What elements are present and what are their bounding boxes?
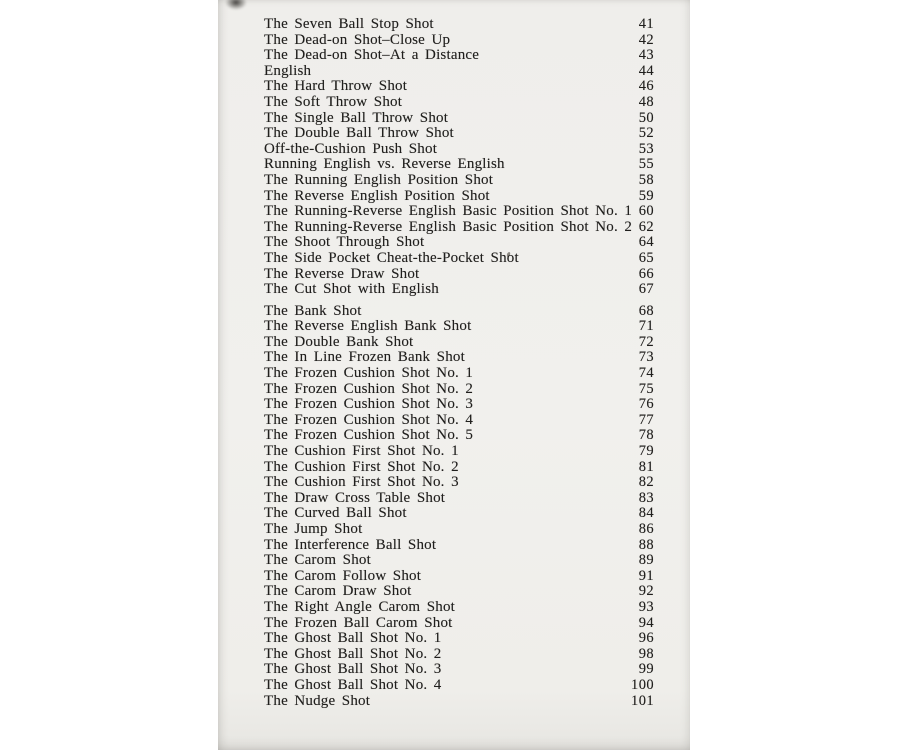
toc-row (264, 17, 654, 33)
toc-entry-page-number: 73 (638, 349, 654, 366)
toc-entry-page-number: 48 (638, 93, 654, 110)
toc-entry-page-number: 72 (638, 333, 654, 350)
toc-entry-page-number: 60 (638, 203, 654, 220)
toc-row (264, 600, 654, 616)
toc-entry-title: The Carom Shot (264, 552, 371, 569)
toc-row (264, 319, 654, 335)
toc-entry-title: The Cushion First Shot No. 3 (264, 474, 459, 491)
toc-entry-title: The Dead-on Shot–Close Up (264, 31, 451, 48)
toc-entry-title: The In Line Frozen Bank Shot (264, 349, 465, 366)
toc-entry-title: The Soft Throw Shot (264, 93, 403, 110)
toc-entry-title: The Ghost Ball Shot No. 4 (264, 676, 442, 693)
toc-entry-page-number: 94 (638, 614, 654, 631)
toc-entry-title: The Frozen Cushion Shot No. 2 (264, 380, 474, 397)
toc-entry-title: The Ghost Ball Shot No. 3 (264, 661, 442, 678)
toc-row (264, 475, 654, 491)
toc-entry-title: Off-the-Cushion Push Shot (264, 140, 438, 157)
toc-entry-title: The Running-Reverse English Basic Position Shot No. 1 (264, 203, 633, 220)
toc-entry-page-number: 64 (638, 234, 654, 251)
toc-entry-page-number: 52 (638, 125, 654, 142)
toc-entry-title: The Single Ball Throw Shot (264, 109, 449, 126)
toc-entry-title: The Jump Shot (264, 521, 363, 537)
toc-entry-page-number: 50 (638, 109, 654, 126)
toc-entry-page-number: 65 (638, 249, 654, 266)
toc-row (264, 460, 654, 476)
toc-entry-title: The Side Pocket Cheat-the-Pocket Shot (264, 249, 519, 266)
toc-entry-page-number: 79 (638, 443, 654, 460)
toc-entry-title: The Double Bank Shot (264, 333, 414, 350)
toc-entry-title: The Running English Position Shot (264, 171, 494, 188)
toc-entry-title: The Draw Cross Table Shot (264, 489, 446, 506)
toc-entry-title: The Cushion First Shot No. 2 (264, 458, 459, 475)
toc-entry-page-number: 68 (638, 302, 654, 319)
toc-row (264, 616, 654, 632)
toc-row (264, 694, 654, 710)
toc-entry-page-number: 83 (638, 489, 654, 506)
toc-entry-title: The Shoot Through Shot (264, 234, 425, 251)
toc-entry-page-number: 67 (638, 281, 654, 298)
toc-entry-page-number: 86 (638, 521, 654, 537)
toc-row (264, 662, 654, 678)
toc-entry-page-number: 44 (638, 62, 654, 79)
toc-entry-page-number: 88 (638, 536, 654, 553)
toc-row (264, 538, 654, 554)
toc-entry-page-number: 99 (638, 661, 654, 678)
toc-row (264, 350, 654, 366)
toc-row (264, 33, 654, 49)
toc-row (264, 553, 654, 569)
toc-row (264, 304, 654, 320)
toc-row (264, 95, 654, 111)
toc-entry-title: The Interference Ball Shot (264, 536, 437, 553)
toc-row (264, 267, 654, 283)
toc-entry-page-number: 42 (638, 31, 654, 48)
toc-entry-title: English (264, 62, 312, 79)
toc-entry-page-number: 98 (638, 645, 654, 662)
toc-row (264, 491, 654, 507)
toc-row (264, 382, 654, 398)
toc-row (264, 678, 654, 694)
toc-row (264, 79, 654, 95)
toc-row (264, 64, 654, 80)
toc-row (264, 522, 654, 538)
toc-entry-page-number: 91 (638, 567, 654, 584)
toc-entry-title: The Carom Follow Shot (264, 567, 422, 584)
toc-entry-title: The Seven Ball Stop Shot (264, 16, 434, 32)
toc-entry-title: The Reverse Draw Shot (264, 265, 420, 282)
toc-row (264, 282, 654, 298)
toc-row (264, 48, 654, 64)
toc-entry-title: The Curved Ball Shot (264, 505, 407, 522)
toc-entry-title: The Frozen Cushion Shot No. 3 (264, 396, 474, 413)
toc-entry-title: The Frozen Cushion Shot No. 1 (264, 365, 474, 382)
toc-entry-page-number: 53 (638, 140, 654, 157)
toc-row (264, 428, 654, 444)
toc-row (264, 506, 654, 522)
toc-entry-page-number: 43 (638, 47, 654, 64)
toc-row (264, 584, 654, 600)
toc-entry-title: The Cut Shot with English (264, 281, 440, 298)
toc-entry-page-number: 71 (638, 318, 654, 335)
toc-row (264, 189, 654, 205)
toc-entry-page-number: 84 (638, 505, 654, 522)
toc-row (264, 631, 654, 647)
toc-row (264, 366, 654, 382)
toc-row (264, 335, 654, 351)
toc-entry-title: The Reverse English Bank Shot (264, 318, 472, 335)
toc-entry-title: The Running-Reverse English Basic Position Shot No. 2 (264, 218, 633, 235)
toc-entry-title: The Ghost Ball Shot No. 1 (264, 630, 442, 647)
toc-row (264, 235, 654, 251)
scanned-book-page (218, 0, 690, 750)
toc-section (264, 304, 654, 709)
toc-entry-title: The Double Ball Throw Shot (264, 125, 454, 142)
toc-entry-page-number: 92 (638, 583, 654, 600)
toc-row (264, 220, 654, 236)
toc-row (264, 251, 654, 267)
toc-entry-title: The Nudge Shot (264, 692, 371, 709)
toc-entry-title: The Frozen Cushion Shot No. 4 (264, 411, 474, 428)
toc-entry-title: The Frozen Cushion Shot No. 5 (264, 427, 474, 444)
toc-row (264, 173, 654, 189)
toc-entry-page-number: 62 (638, 218, 654, 235)
toc-entry-page-number: 78 (638, 427, 654, 444)
toc-row (264, 142, 654, 158)
toc-entry-title: The Right Angle Carom Shot (264, 598, 456, 615)
toc-row (264, 397, 654, 413)
toc-row (264, 204, 654, 220)
toc-entry-title: The Ghost Ball Shot No. 2 (264, 645, 442, 662)
toc-entry-page-number: 81 (638, 458, 654, 475)
toc-entry-page-number: 82 (638, 474, 654, 491)
toc-entry-title: The Cushion First Shot No. 1 (264, 443, 459, 460)
toc-entry-page-number: 76 (638, 396, 654, 413)
toc-entry-page-number: 77 (638, 411, 654, 428)
toc-entry-page-number: 58 (638, 171, 654, 188)
toc-row (264, 111, 654, 127)
toc-entry-page-number: 55 (638, 156, 654, 173)
toc-entry-title: Running English vs. Reverse English (264, 156, 505, 173)
toc-entry-title: The Carom Draw Shot (264, 583, 412, 600)
toc-row (264, 157, 654, 173)
toc-entry-page-number: 46 (638, 78, 654, 95)
toc-entry-title: The Reverse English Position Shot (264, 187, 490, 204)
toc-entry-page-number: 100 (631, 676, 654, 693)
toc (264, 17, 654, 709)
toc-entry-title: The Bank Shot (264, 302, 362, 319)
toc-row (264, 413, 654, 429)
toc-entry-page-number: 74 (638, 365, 654, 382)
scan-smudge (225, 0, 247, 10)
toc-row (264, 647, 654, 663)
toc-entry-page-number: 59 (638, 187, 654, 204)
toc-entry-title: The Hard Throw Shot (264, 78, 408, 95)
toc-entry-page-number: 66 (638, 265, 654, 282)
toc-entry-page-number: 89 (638, 552, 654, 569)
toc-entry-title: The Dead-on Shot–At a Distance (264, 47, 480, 64)
toc-entry-page-number: 75 (638, 380, 654, 397)
toc-entry-page-number: 96 (638, 630, 654, 647)
toc-row (264, 569, 654, 585)
toc-entry-page-number: 101 (631, 692, 654, 709)
toc-entry-page-number: 41 (638, 16, 654, 32)
toc-entry-page-number: 93 (638, 598, 654, 615)
toc-entry-title: The Frozen Ball Carom Shot (264, 614, 453, 631)
toc-row (264, 126, 654, 142)
toc-section (264, 17, 654, 298)
toc-row (264, 444, 654, 460)
